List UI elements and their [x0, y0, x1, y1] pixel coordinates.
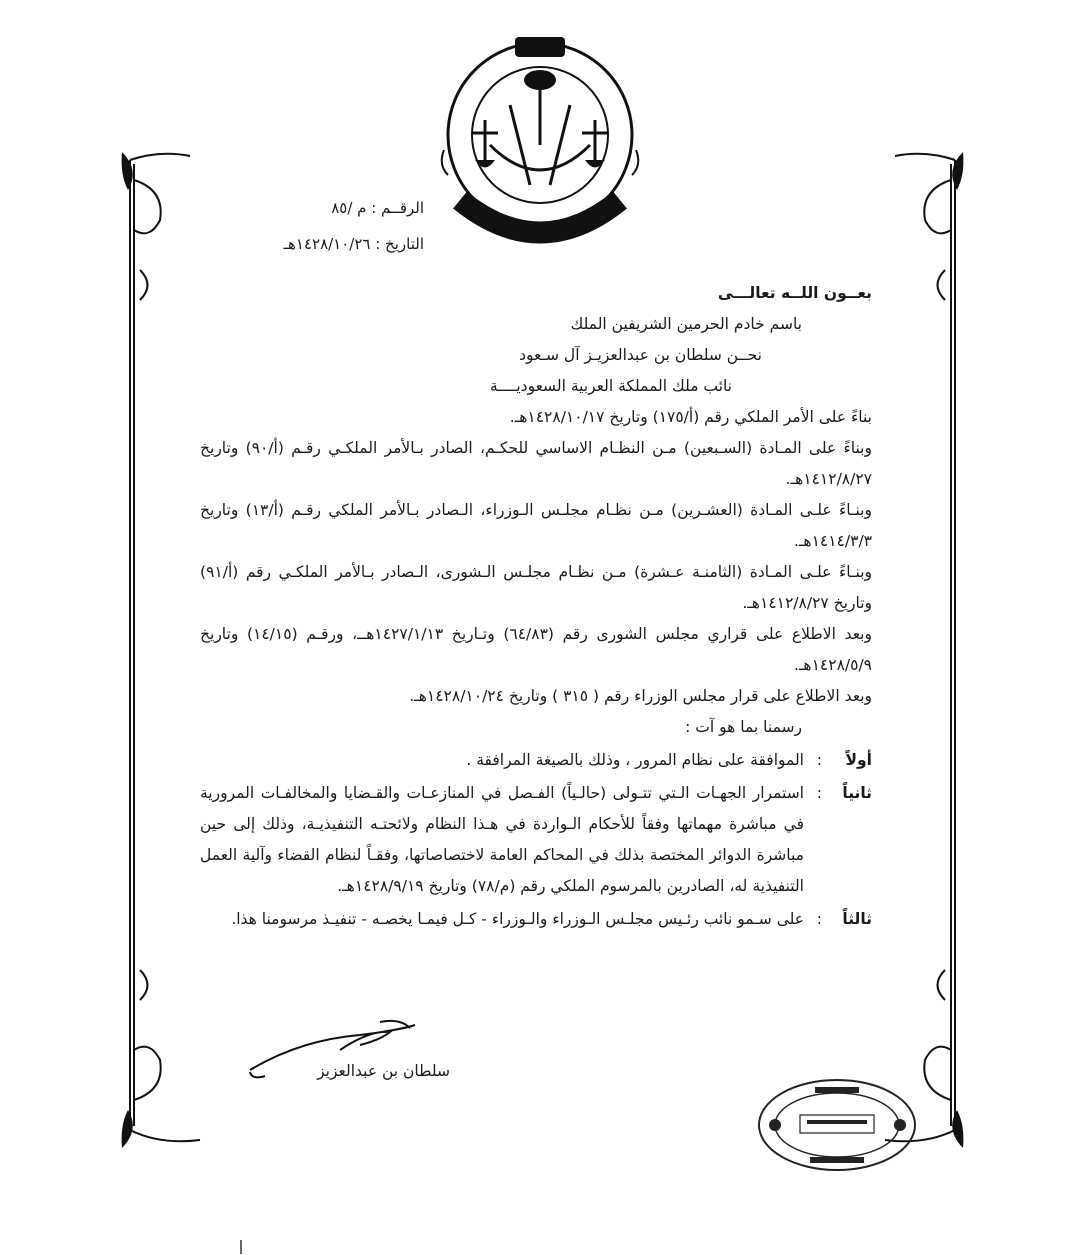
item-text: الموافقة على نظام المرور ، وذلك بالصيغة المرافقة . — [466, 751, 804, 769]
decree-body — [200, 278, 872, 935]
item-text: على سـمو نائب رئـيس مجلـس الـوزراء والـوزراء - كـل فيمـا يخصـه - تنفيـذ مرسومنا هذا. — [231, 910, 804, 928]
item-colon: : — [816, 784, 822, 802]
preamble-paragraph: وبناءً على المـادة (السـبعين) مـن النظـام الاساسي للحكـم، الصادر بـالأمر الملكـي رقـم (أ/٩٠) وتاريخ ١٤١٢/٨/٢٧هـ. — [200, 439, 872, 488]
header-line-3: نائب ملك المملكة العربية السعوديــــة — [489, 377, 732, 395]
header-line-1: باسم خادم الحرمين الشريفين الملك — [570, 315, 802, 333]
preamble-paragraph: وبعد الاطلاع على قراري مجلس الشورى رقم (٦٤/٨٣) وتـاريخ ١٤٢٧/١/١٣هــ، ورقـم (١٤/١٥) وتاريخ ١٤٢٨/٥/٩هـ. — [200, 625, 872, 674]
invocation: بعــون اللــه تعالـــى — [717, 284, 872, 302]
preamble-paragraph: بناءً على الأمر الملكي رقم (أ/١٧٥) وتاريخ ١٤٢٨/١٠/١٧هـ. — [509, 408, 872, 426]
decree-item-second — [200, 778, 872, 902]
page-bottom-mark — [240, 1240, 242, 1254]
header-line-2: نحــن سلطان بن عبدالعزيـز آل سـعود — [519, 346, 762, 364]
decree-intro: رسمنا بما هو آت : — [685, 718, 802, 736]
item-colon: : — [816, 910, 822, 928]
preamble-paragraph: وبعد الاطلاع على قرار مجلس الوزراء رقم ( ٣١٥ ) وتاريخ ١٤٢٨/١٠/٢٤هـ. — [409, 687, 872, 705]
item-label: ثالثاً — [842, 910, 872, 928]
official-stamp — [755, 1075, 920, 1175]
item-colon: : — [816, 751, 822, 769]
page-top-fragment — [480, 0, 540, 6]
reference-block — [184, 190, 424, 262]
decree-item-first — [200, 745, 872, 776]
item-label: أولاً — [845, 751, 872, 769]
signatory-name: سلطان بن عبدالعزيز — [317, 1062, 450, 1080]
item-text: استمرار الجهـات الـتي تتـولى (حالـياً) الفـصل في المنازعـات والقـضايا والمخالفـات المرورية في مباشرة مهماتها وفقاً للأحكام الـواردة في هـذا النظام ولائحتـه التنفيذيـة، وذلك إلى حين مباشرة الدوائر المختصة بذلك في المحاكم العامة لاختصاصاتها، وفقـاً لنظام القضاء وآلية العمل التنفيذية له، الصادرين بالمرسوم الملكي رقم (م/٧٨) وتاريخ ١٤٢٨/٩/١٩هـ. — [200, 784, 804, 895]
preamble-paragraph: وبنـاءً علـى المـادة (العشـرين) مـن نظـام مجلـس الـوزراء، الـصادر بـالأمر الملكي رقـم (أ/١٣) وتاريخ ١٤١٤/٣/٣هـ. — [200, 501, 872, 550]
preamble-paragraph: وبنـاءً علـى المـادة (الثامنـة عـشرة) مـن نظـام مجلـس الـشورى، الـصادر بـالأمر الملكـي رقم (أ/٩١) وتاريخ ١٤١٢/٨/٢٧هـ. — [200, 563, 872, 612]
item-label: ثانياً — [842, 784, 872, 802]
decree-number: الرقــم : م /٨٥ — [331, 199, 424, 217]
decree-item-third — [200, 904, 872, 935]
saudi-emblem-icon — [430, 25, 650, 245]
decree-date: التاريخ : ١٤٢٨/١٠/٢٦هـ — [283, 235, 424, 253]
